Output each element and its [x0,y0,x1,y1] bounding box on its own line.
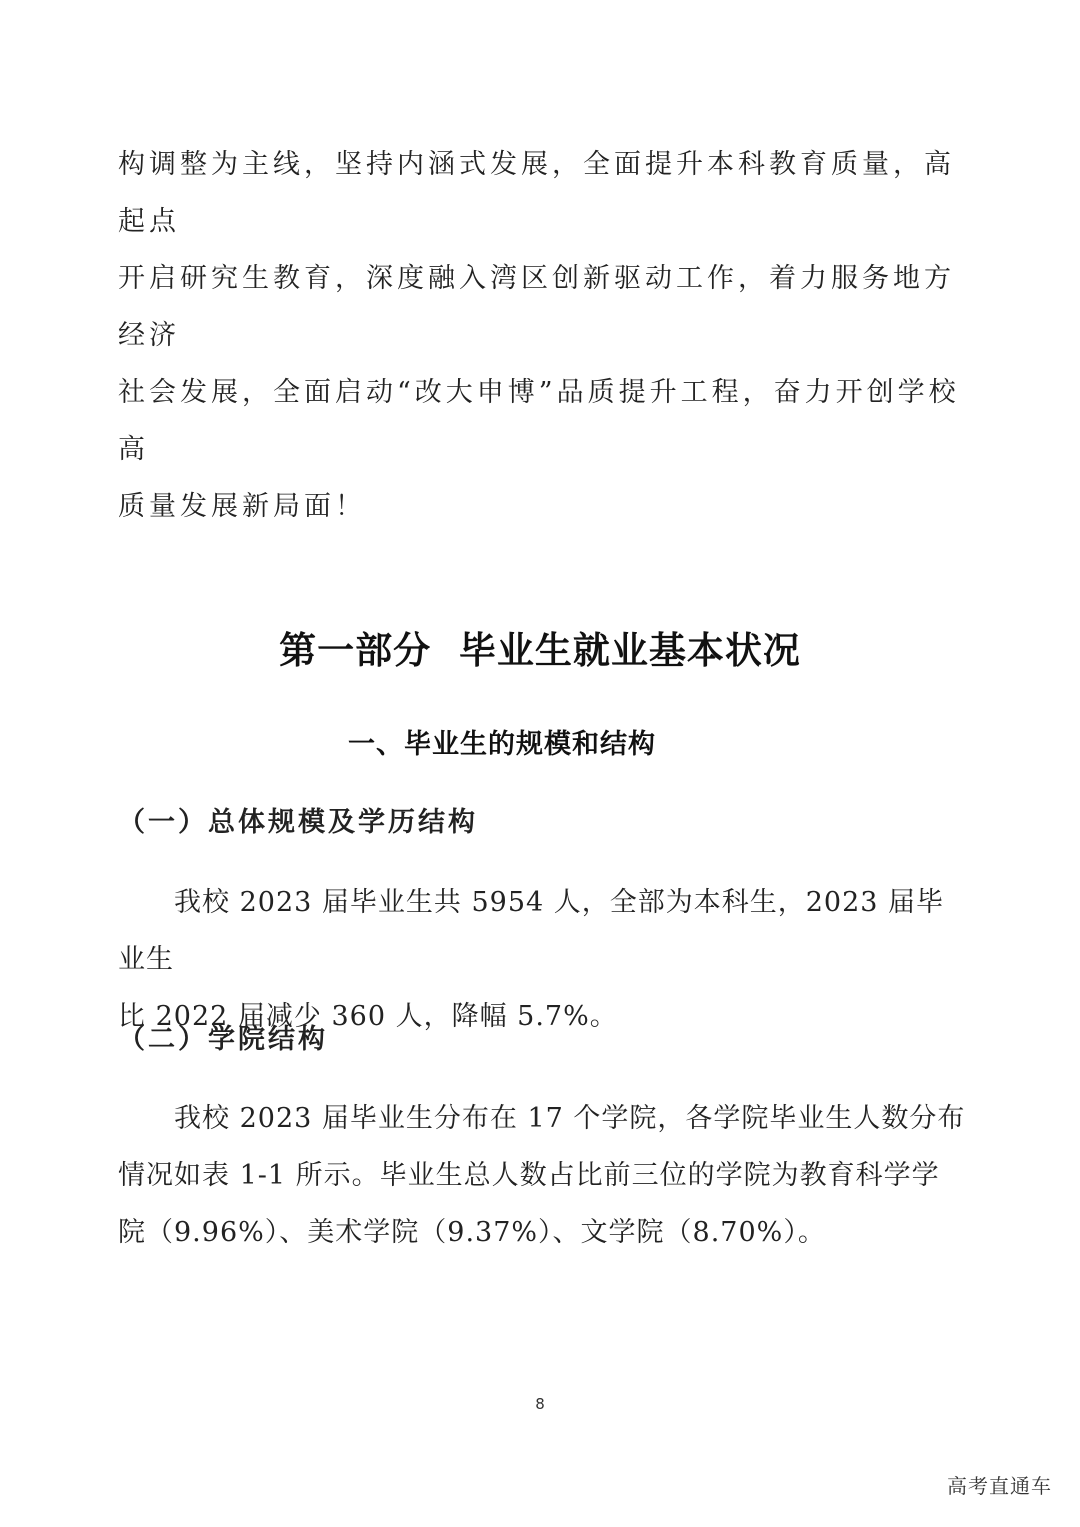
section-title: 一、毕业生的规模和结构 [348,729,656,760]
intro-paragraph [118,136,968,535]
paragraph-line: 情况如表 1-1 所示。毕业生总人数占比前三位的学院为教育科学学 [118,1160,940,1191]
paragraph-line: 比 2022 届减少 360 人，降幅 5.7%。 [118,1001,618,1032]
paragraph-line: 院（9.96%）、美术学院（9.37%）、文学院（8.70%）。 [118,1217,826,1248]
paragraph-line: 我校 2023 届毕业生共 5954 人，全部为本科生，2023 届毕业生 [118,887,945,975]
intro-line: 开启研究生教育，深度融入湾区创新驱动工作，着力服务地方经济 [118,263,955,351]
intro-line: 构调整为主线，坚持内涵式发展，全面提升本科教育质量，高起点 [118,149,955,237]
subsection-heading-overall-scale: （一）总体规模及学历结构 [118,807,478,838]
watermark: 高考直通车 [947,1474,1052,1498]
part-title: 第一部分 毕业生就业基本状况 [279,629,801,672]
paragraph-line: 我校 2023 届毕业生分布在 17 个学院，各学院毕业生人数分布 [118,1103,966,1134]
intro-line: 质量发展新局面！ [118,491,366,522]
intro-line: 社会发展，全面启动“改大申博”品质提升工程，奋力开创学校高 [118,377,960,465]
subsection-paragraph-college-structure [118,1090,968,1261]
page-number: 8 [535,1395,545,1413]
subsection-heading-college-structure: （二）学院结构 [118,1024,328,1055]
